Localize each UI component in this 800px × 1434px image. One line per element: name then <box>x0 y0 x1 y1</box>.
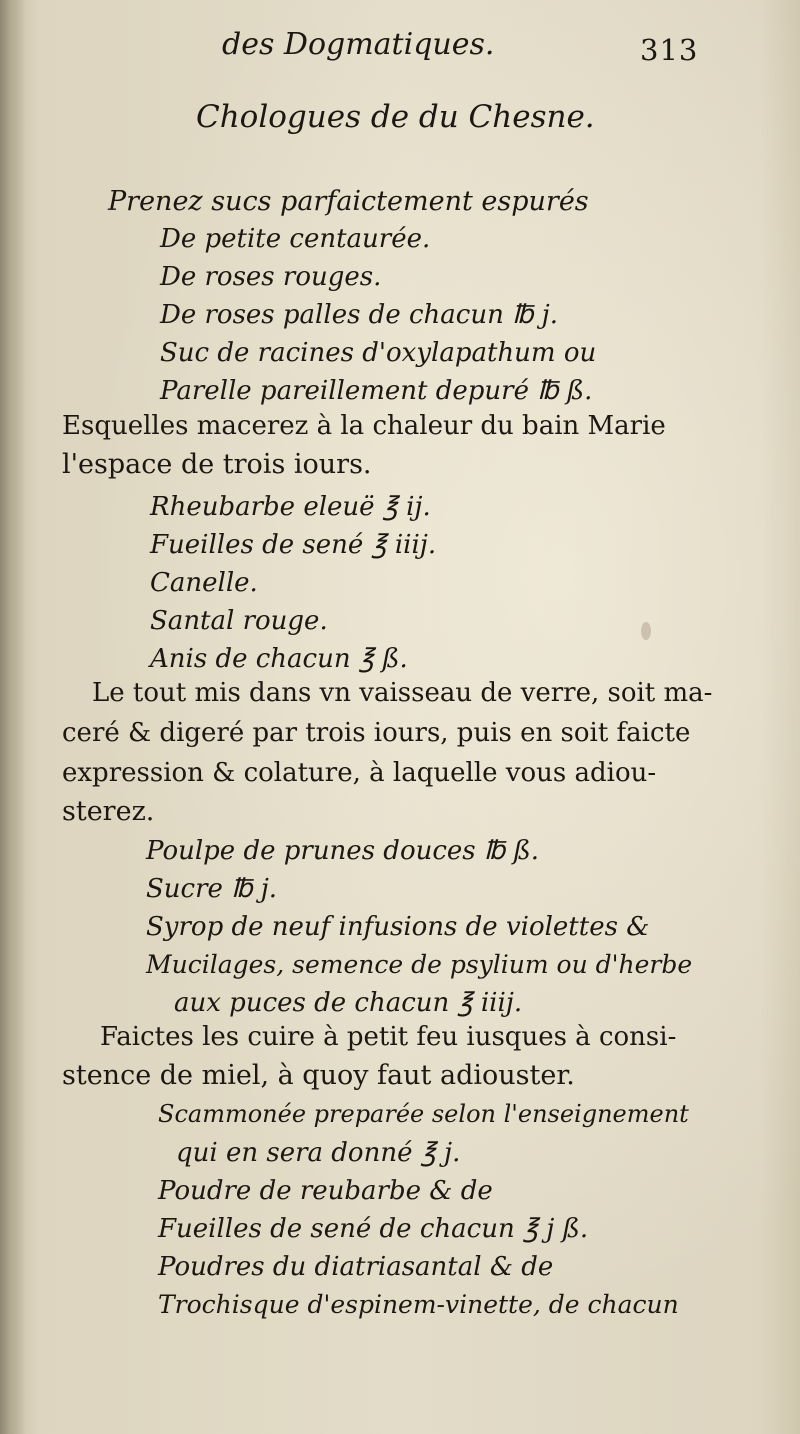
text-line: Parelle pareillement depuré ℔ ß. <box>160 376 593 406</box>
text-line: Fueilles de sené ℥ iiij. <box>150 530 437 560</box>
text-line: De roses palles de chacun ℔ j. <box>160 300 558 330</box>
text-line: qui en sera donné ℥ j. <box>176 1138 461 1168</box>
text-line: Poudres du diatriasantal & de <box>158 1252 554 1282</box>
text-line: Esquelles macerez à la chaleur du bain Marie <box>62 411 666 441</box>
text-line: Trochisque d'espinem-vinette, de chacun <box>158 1290 679 1319</box>
text-line: Scammonée preparée selon l'enseignement <box>158 1100 689 1128</box>
text-line: l'espace de trois iours. <box>62 449 372 480</box>
text-line: Le tout mis dans vn vaisseau de verre, soit ma- <box>92 678 713 708</box>
text-line: Santal rouge. <box>150 606 328 636</box>
text-line: De roses rouges. <box>160 262 382 292</box>
text-line: Syrop de neuf infusions de violettes & <box>146 912 650 942</box>
text-line: Suc de racines d'oxylapathum ou <box>160 338 597 368</box>
text-line: Anis de chacun ℥ ß. <box>150 644 408 674</box>
text-line: expression & colature, à laquelle vous adiou- <box>62 758 657 788</box>
running-head: des Dogmatiques. <box>222 27 495 62</box>
text-line: Faictes les cuire à petit feu iusques à consi- <box>100 1022 677 1052</box>
text-line: De petite centaurée. <box>160 224 431 254</box>
text-line: ceré & digeré par trois iours, puis en soit faicte <box>62 718 691 748</box>
page-number: 313 <box>640 33 699 67</box>
text-line: Prenez sucs parfaictement espurés <box>108 186 589 217</box>
text-line: sterez. <box>62 796 155 827</box>
text-line: Sucre ℔ j. <box>146 874 278 904</box>
text-line: Poudre de reubarbe & de <box>158 1176 493 1206</box>
text-line: Canelle. <box>150 568 258 598</box>
text-line: Mucilages, semence de psylium ou d'herbe <box>146 950 693 979</box>
text-line: Fueilles de sené de chacun ℥ j ß. <box>158 1214 589 1244</box>
text-line: Rheubarbe eleuë ℥ ij. <box>150 492 431 522</box>
text-line: aux puces de chacun ℥ iiij. <box>174 988 523 1018</box>
binding-gutter <box>0 0 26 1434</box>
text-line: Poulpe de prunes douces ℔ ß. <box>146 836 540 866</box>
paper-stain <box>641 622 651 640</box>
recipe-title: Chologues de du Chesne. <box>196 99 595 135</box>
text-line: stence de miel, à quoy faut adiouster. <box>62 1060 575 1091</box>
